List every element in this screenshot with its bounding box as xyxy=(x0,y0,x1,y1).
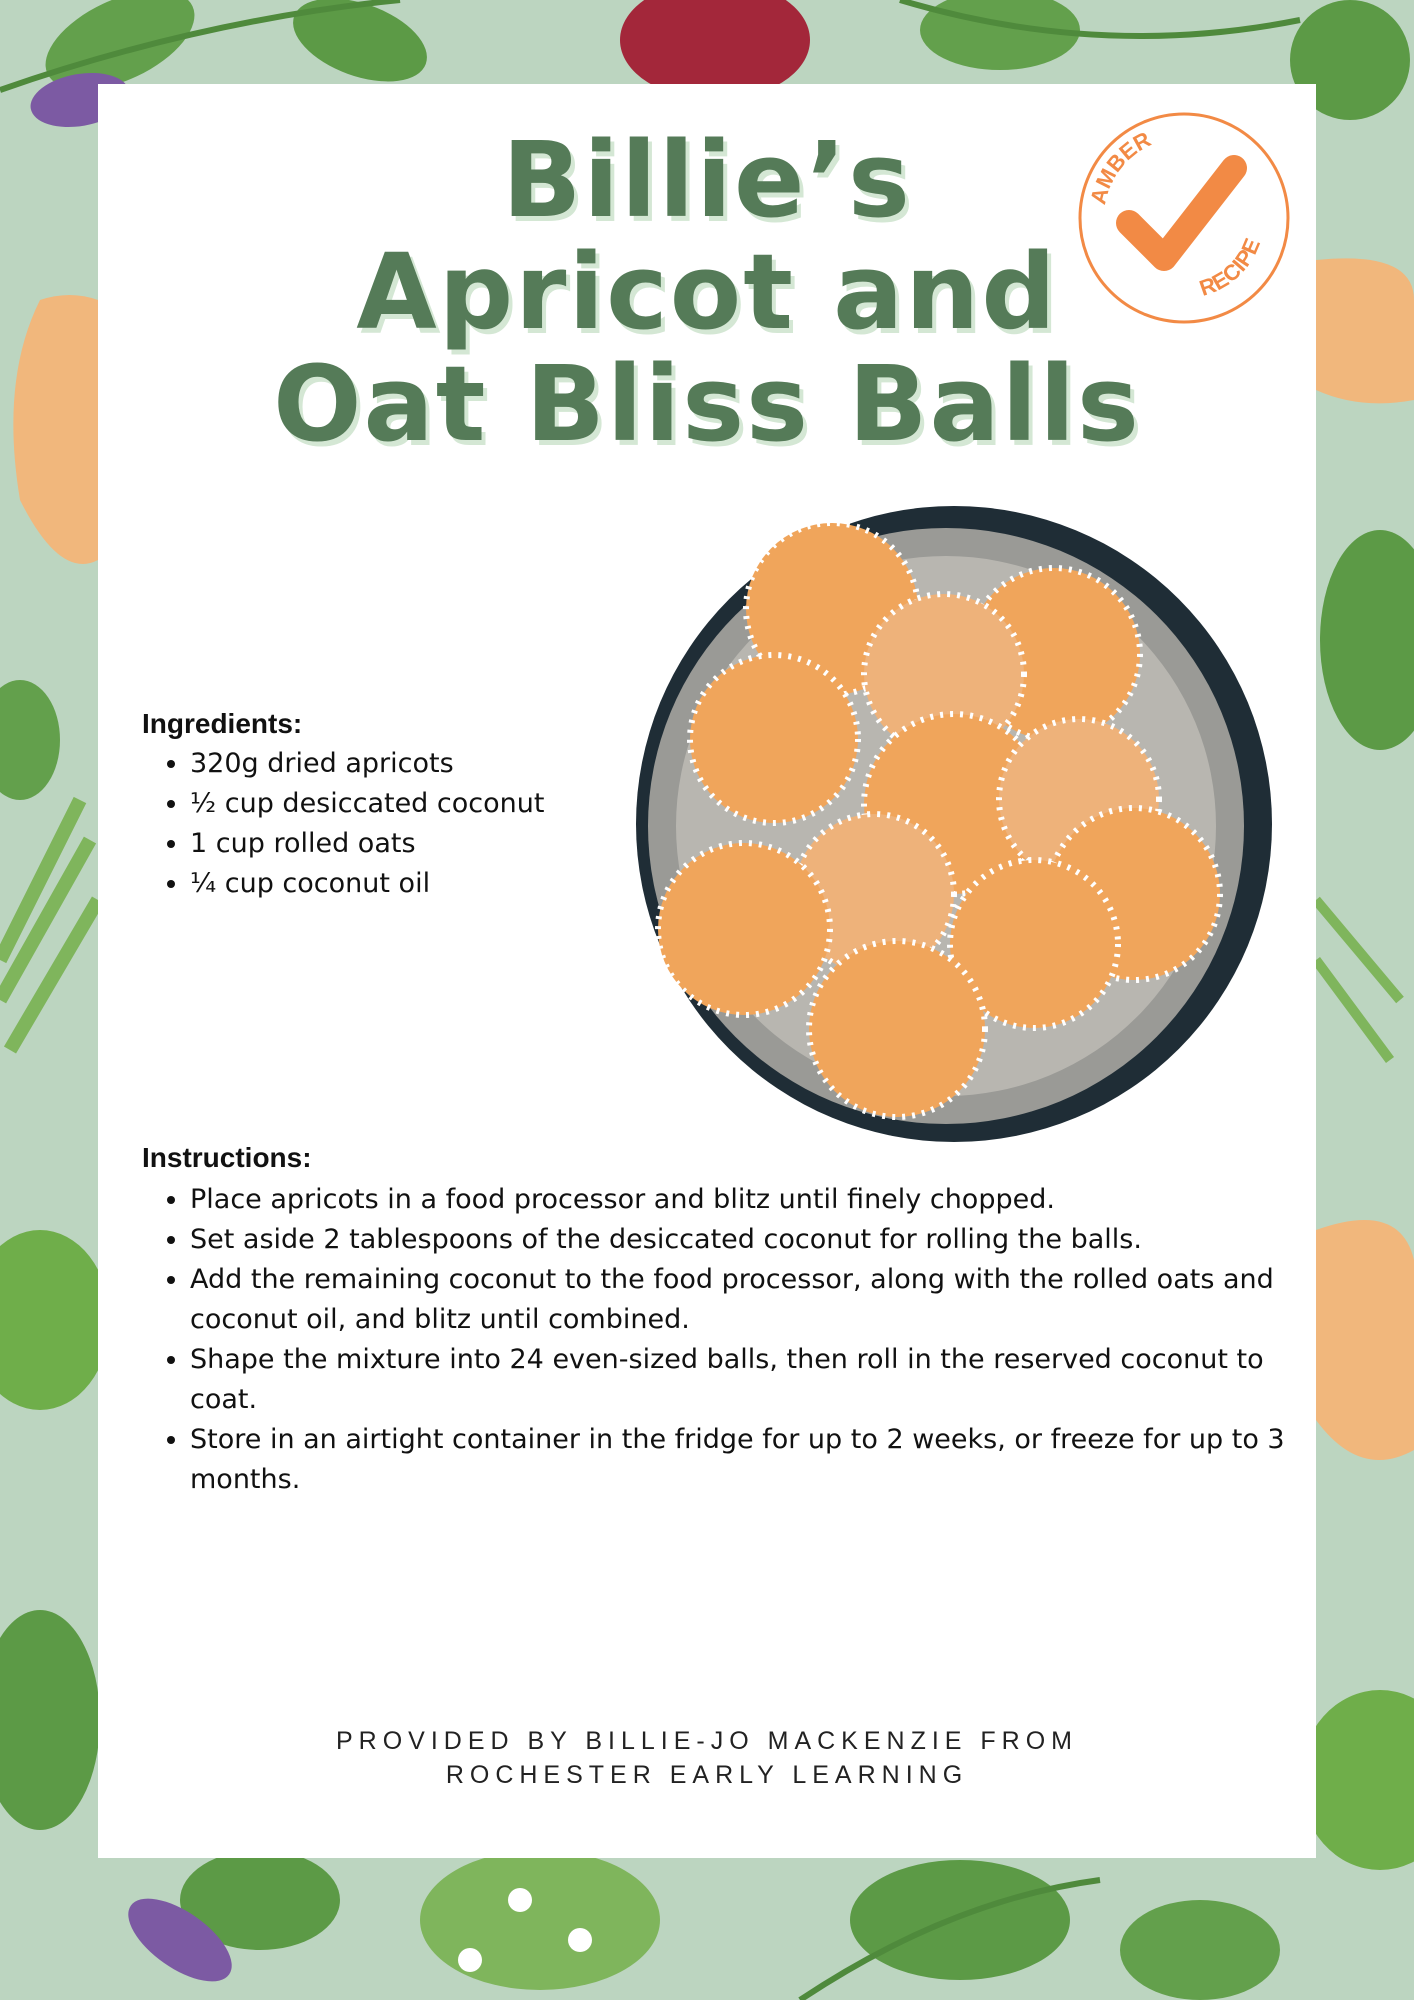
instruction-step: • Add the remaining coconut to the food processor, along with the rolled oats and coconut oil, and blitz until combined. xyxy=(190,1260,1330,1340)
badge-bottom-text: RECIPE xyxy=(1196,234,1266,301)
ingredients-heading: Ingredients: xyxy=(142,708,303,739)
checkmark-icon xyxy=(1129,168,1234,258)
flower-icon xyxy=(568,1928,592,1952)
leaf-icon xyxy=(0,1610,100,1830)
ingredients-list xyxy=(142,744,630,904)
instructions-list xyxy=(142,1180,1330,1500)
ingredient-item: • 1 cup rolled oats xyxy=(190,824,630,864)
ingredient-item: • ¼ cup coconut oil xyxy=(190,864,630,904)
amber-recipe-badge xyxy=(1074,108,1294,328)
ingredient-item: • 320g dried apricots xyxy=(190,744,630,784)
broccoli-icon xyxy=(420,1850,660,1990)
grass-icon xyxy=(1316,900,1400,1060)
title-line-1: Billie’s xyxy=(502,119,912,241)
leaf-icon xyxy=(1320,530,1414,750)
title-line-2: Apricot and xyxy=(356,231,1058,353)
bliss-balls-photo xyxy=(634,504,1274,1144)
footer-credit xyxy=(98,1724,1316,1792)
ingredient-item: • ½ cup desiccated coconut xyxy=(190,784,630,824)
squash-icon xyxy=(1316,1220,1414,1460)
apple-icon xyxy=(1300,1690,1414,1870)
leaf-icon xyxy=(850,1860,1070,1980)
grass-icon xyxy=(0,800,98,1050)
svg-text:RECIPE xyxy=(1196,235,1265,301)
flower-icon xyxy=(458,1948,482,1972)
instruction-step: • Store in an airtight container in the fridge for up to 2 weeks, or freeze for up to 3 months. xyxy=(190,1420,1330,1500)
squash-icon xyxy=(13,295,98,564)
footer-line-2: ROCHESTER EARLY LEARNING xyxy=(445,1761,969,1789)
footer-line-1: PROVIDED BY BILLIE-JO MACKENZIE FROM xyxy=(335,1727,1079,1755)
squash-icon xyxy=(1316,258,1414,403)
instruction-step: • Place apricots in a food processor and blitz until finely chopped. xyxy=(190,1180,1330,1220)
title-line-3: Oat Bliss Balls xyxy=(273,343,1141,465)
apple-icon xyxy=(0,1230,110,1410)
instructions-heading: Instructions: xyxy=(142,1142,312,1173)
badge-top-text: AMBER xyxy=(1085,126,1155,207)
recipe-card xyxy=(98,84,1316,1858)
instruction-step: • Shape the mixture into 24 even-sized balls, then roll in the reserved coconut to coat. xyxy=(190,1340,1330,1420)
leaf-icon xyxy=(0,680,60,800)
flower-icon xyxy=(508,1888,532,1912)
svg-text:AMBER xyxy=(1085,126,1155,206)
leaf-icon xyxy=(1120,1900,1280,2000)
instruction-step: • Set aside 2 tablespoons of the desiccated coconut for rolling the balls. xyxy=(190,1220,1330,1260)
